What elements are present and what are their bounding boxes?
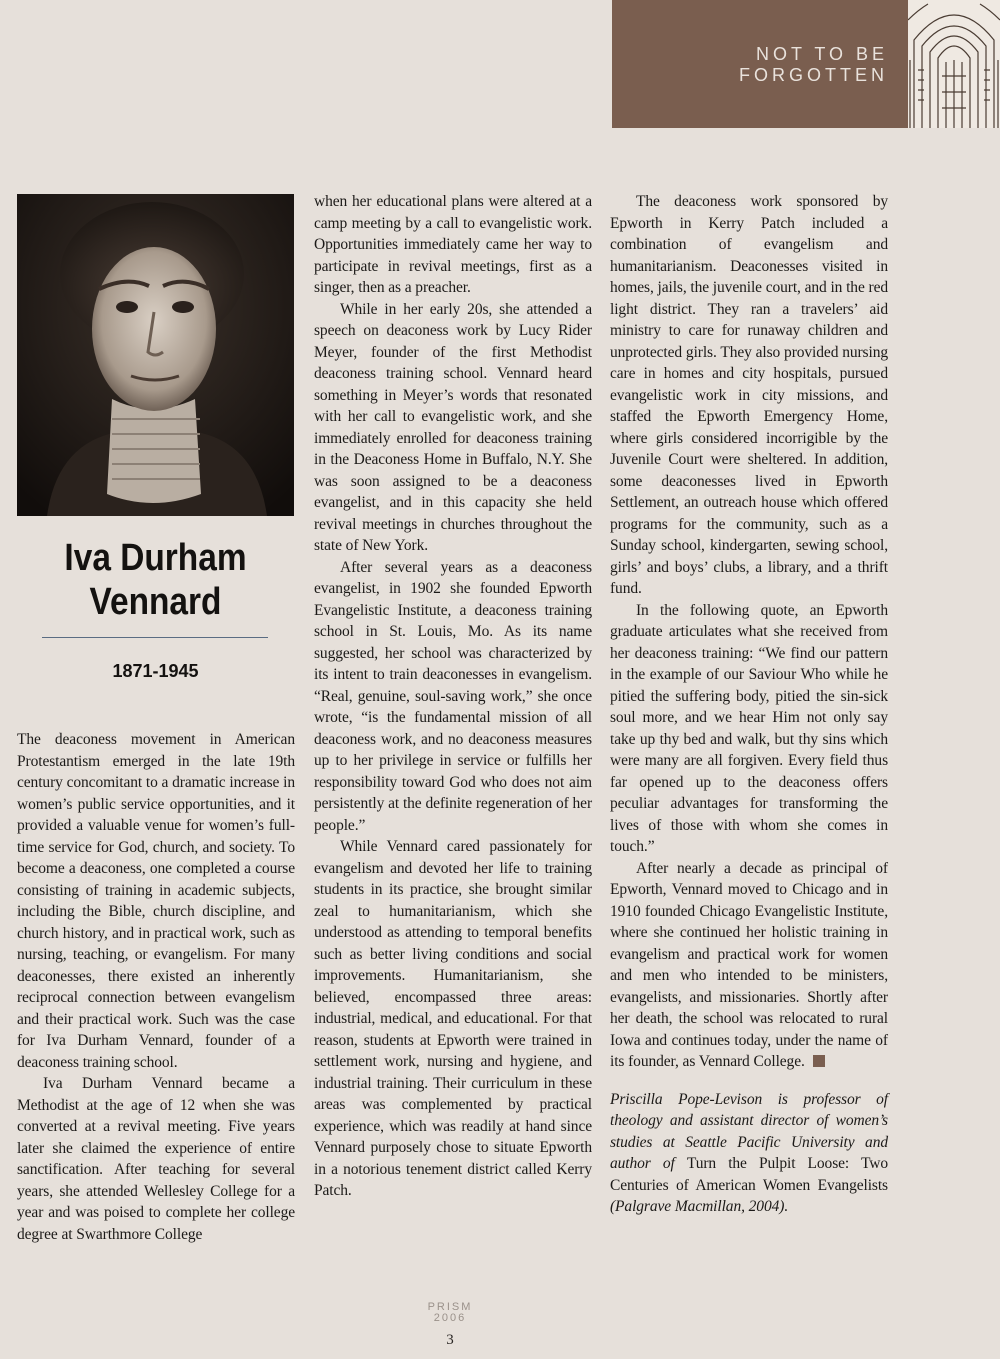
paragraph: The deaconess work sponsored by Epworth in Kerry Patch included a combination of evangelism and humanitarianism. Deaconesses visited in homes, jails, the juvenile court, and in the red light district. They ran a travelers’ aid ministry to care for runaway children and unprotected girls. They also provided nursing care in homes and city hospitals, pursued evangelistic work in city missions, and staffed the Epworth Emergency Home, where girls considered incorrigible by the Juvenile Court were sheltered. In addition, some deaconesses lived in Epworth Settlement, an outreach house which offered programs for the community, such as a Sunday school, kindergarten, sewing school, girls’ and boys’ clubs, a library, and a thrift fund.	[610, 193, 888, 597]
page-title	[34, 536, 278, 624]
footer-magazine: PRISM	[427, 1301, 473, 1313]
footer-year: 2006	[433, 1312, 467, 1324]
article-column-3	[610, 191, 888, 1218]
page-number: 3	[446, 1332, 454, 1348]
paragraph: After several years as a deaconess evangelist, in 1902 she founded Epworth Evangelistic Institute, a deaconess training school in St. Louis, Mo. As its name suggested, her school was characterized by its intent to train deaconesses in evangelism. “Real, genuine, soul-saving work,” she once wrote, “is the fundamental mission of all deaconess work, and no deaconess measures up to her privilege in service or fulfills her responsibility toward God who does not aim persistently at the definite regeneration of her people.”	[314, 558, 592, 834]
author-bio	[610, 1089, 888, 1218]
header-line-2: FORGOTTEN	[739, 65, 888, 85]
cathedral-sketch-icon	[908, 0, 1000, 128]
bio-book-title: Turn the Pulpit Loose: Two Centuries of American Women Evangelists	[610, 1155, 888, 1194]
paragraph: The deaconess movement in American Protestantism emerged in the late 19th century concomitant to a dramatic increase in women’s public service opportunities, and it provided a valuable venue for women’s full-time service for God, church, and society. To become a deaconess, one completed a course consisting of training in academic subjects, including the Bible, church discipline, and church history, and in practical work, such as nursing, teaching, or evangelism. For many deaconesses, there existed an inherently reciprocal connection between evangelism and their practical work. Such was the case for Iva Durham Vennard, founder of a deaconess training school.	[17, 731, 295, 1071]
portrait-photo	[17, 194, 294, 516]
paragraph: In the following quote, an Epworth graduate articulates what she received from her deaconess training: “We find our pattern in the example of our Saviour Who while he pitied the suffering body, pitied the sin-sick soul more, and we hear Him not only say take up thy bed and walk, but thy sins which were many are all forgiven. Every field thus far opened up to the deaconess offers peculiar advantages for transforming the lives of those with whom she comes in touch.”	[610, 601, 888, 855]
bio-intro: Priscilla Pope-Levison is professor of theology and assistant director of women’s studies at Seattle Pacific University and author of	[610, 1090, 888, 1172]
section-header-title	[739, 44, 888, 86]
paragraph-final	[610, 858, 888, 1073]
article-column-2	[314, 191, 592, 1202]
article-column-1	[17, 729, 295, 1245]
paragraph: While in her early 20s, she attended a speech on deaconess work by Lucy Rider Meyer, founder of the first Methodist deaconess training school. Vennard heard something in Meyer’s words that resonated with her call to evangelistic work, and she immediately enrolled for deaconess training in the Deaconess Home in Buffalo, N.Y. She was soon assigned to be a deaconess evangelist, and in this capacity she held revival meetings in churches throughout the state of New York.	[314, 300, 592, 554]
end-mark-icon	[813, 1055, 825, 1067]
life-years: 1871-1945	[112, 661, 199, 681]
title-divider	[42, 637, 268, 638]
section-header-banner	[612, 0, 908, 128]
paragraph: Iva Durham Vennard became a Methodist at the age of 12 when she was converted at a revival meeting. Five years later she claimed the experience of entire sanctification. After teaching for several years, she attended Wellesley College for a year and was poised to complete her college degree at Swarthmore College	[17, 1075, 295, 1243]
header-line-1: NOT TO BE	[755, 44, 888, 64]
title-last-name: Vennard	[89, 581, 222, 623]
title-first-name: Iva Durham	[64, 537, 247, 579]
paragraph-text: After nearly a decade as principal of Epworth, Vennard moved to Chicago and in 1910 founded Chicago Evangelistic Institute, where she continued her holistic training in evangelism and practical work for women and men who intended to be ministers, evangelists, and missionaries. Shortly after her death, the school was relocated to rural Iowa and continues today, under the name of its founder, as Vennard College.	[610, 859, 888, 1070]
bio-publisher: (Palgrave Macmillan, 2004).	[610, 1198, 789, 1215]
paragraph: While Vennard cared passionately for evangelism and devoted her life to training students in its practice, she brought similar zeal to humanitarianism, which she understood as attending to temporal benefits such as better living conditions and social improvements. Humanitarianism, she believed, encompassed three areas: industrial, medical, and educational. For that reason, students at Epworth were trained in settlement work, nursing and hygiene, and industrial training. Their curriculum in these areas was complemented by practical experience, which was readily at hand since Vennard purposely chose to situate Epworth in a notorious tenement district called Kerry Patch.	[314, 838, 592, 1199]
paragraph: when her educational plans were altered at a camp meeting by a call to evangelistic work. Opportunities immediately came her way to participate in revival meetings, first as a singer, then as a preacher.	[314, 193, 592, 296]
